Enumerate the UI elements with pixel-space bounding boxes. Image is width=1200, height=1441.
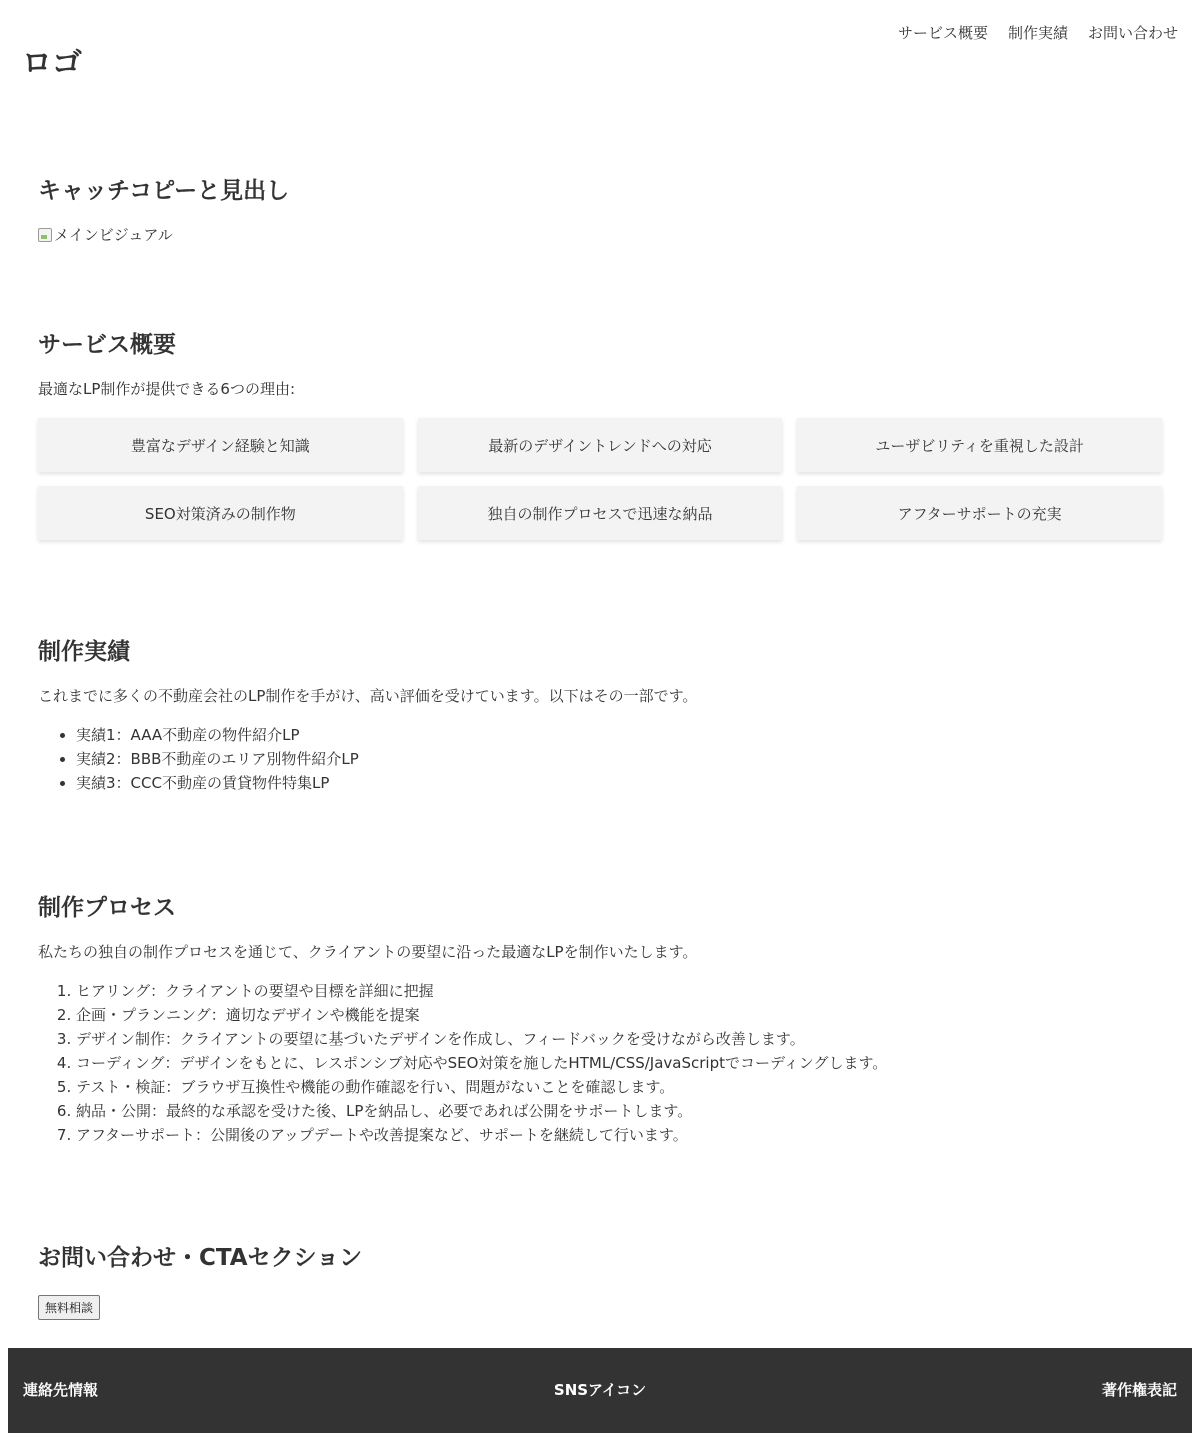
nav-link-contact[interactable]: お問い合わせ bbox=[1087, 24, 1178, 42]
cta-heading: お問い合わせ・CTAセクション bbox=[38, 1245, 363, 1271]
works-heading: 制作実績 bbox=[38, 639, 130, 665]
service-card: 豊富なデザイン経験と知識 bbox=[38, 418, 403, 472]
service-card: アフターサポートの充実 bbox=[797, 486, 1162, 540]
process-steps bbox=[38, 979, 1162, 1147]
process-step: 4. コーディング：デザインをもとに、レスポンシブ対応やSEO対策を施したHTML/CSS/JavaScriptでコーディングします。 bbox=[76, 1051, 1162, 1075]
service-card: 最新のデザイントレンドへの対応 bbox=[418, 418, 783, 472]
hero-heading: キャッチコピーと見出し bbox=[38, 178, 290, 204]
process-step: 2. 企画・プランニング：適切なデザインや機能を提案 bbox=[76, 1003, 1162, 1027]
site-footer bbox=[8, 1348, 1192, 1433]
service-card: 独自の制作プロセスで迅速な納品 bbox=[418, 486, 783, 540]
service-card: ユーザビリティを重視した設計 bbox=[797, 418, 1162, 472]
process-intro: 私たちの独自の制作プロセスを通じて、クライアントの要望に沿った最適なLPを制作いたします。 bbox=[38, 943, 698, 961]
services-section bbox=[38, 330, 1162, 540]
hero-section bbox=[38, 176, 1162, 246]
main-visual-image bbox=[38, 224, 1162, 246]
service-cards bbox=[38, 418, 1162, 540]
works-list-item: • 実績3：CCC不動産の賃貸物件特集LP bbox=[76, 771, 1162, 795]
main-nav bbox=[898, 22, 1178, 44]
works-section bbox=[38, 637, 1162, 795]
process-section bbox=[38, 893, 1162, 1147]
free-consultation-button[interactable]: 無料相談 bbox=[38, 1295, 100, 1320]
works-list-item: • 実績1：AAA不動産の物件紹介LP bbox=[76, 723, 1162, 747]
process-step: 3. デザイン制作：クライアントの要望に基づいたデザインを作成し、フィードバックを受けながら改善します。 bbox=[76, 1027, 1162, 1051]
cta-section bbox=[38, 1243, 1162, 1320]
footer-contact-info: 連絡先情報 bbox=[23, 1381, 99, 1399]
footer-sns-icons[interactable]: SNSアイコン bbox=[553, 1381, 647, 1399]
main-visual-alt-text: メインビジュアル bbox=[54, 226, 173, 244]
services-intro: 最適なLP制作が提供できる6つの理由: bbox=[38, 380, 296, 398]
process-step: 1. ヒアリング：クライアントの要望や目標を詳細に把握 bbox=[76, 979, 1162, 1003]
broken-image-icon bbox=[38, 228, 52, 242]
works-list-item: • 実績2：BBB不動産のエリア別物件紹介LP bbox=[76, 747, 1162, 771]
process-step: 6. 納品・公開：最終的な承認を受けた後、LPを納品し、必要であれば公開をサポートします。 bbox=[76, 1099, 1162, 1123]
site-header bbox=[0, 0, 1200, 110]
logo[interactable]: ロゴ bbox=[22, 46, 82, 81]
footer-copyright: 著作権表記 bbox=[1101, 1381, 1177, 1399]
process-heading: 制作プロセス bbox=[38, 895, 176, 921]
services-heading: サービス概要 bbox=[38, 332, 176, 358]
works-list bbox=[38, 723, 1162, 795]
service-card: SEO対策済みの制作物 bbox=[38, 486, 403, 540]
nav-link-works[interactable]: 制作実績 bbox=[1007, 24, 1068, 42]
process-step: 7. アフターサポート：公開後のアップデートや改善提案など、サポートを継続して行います。 bbox=[76, 1123, 1162, 1147]
process-step: 5. テスト・検証：ブラウザ互換性や機能の動作確認を行い、問題がないことを確認します。 bbox=[76, 1075, 1162, 1099]
works-intro: これまでに多くの不動産会社のLP制作を手がけ、高い評価を受けています。以下はその一部です。 bbox=[38, 687, 698, 705]
nav-link-services[interactable]: サービス概要 bbox=[897, 24, 988, 42]
